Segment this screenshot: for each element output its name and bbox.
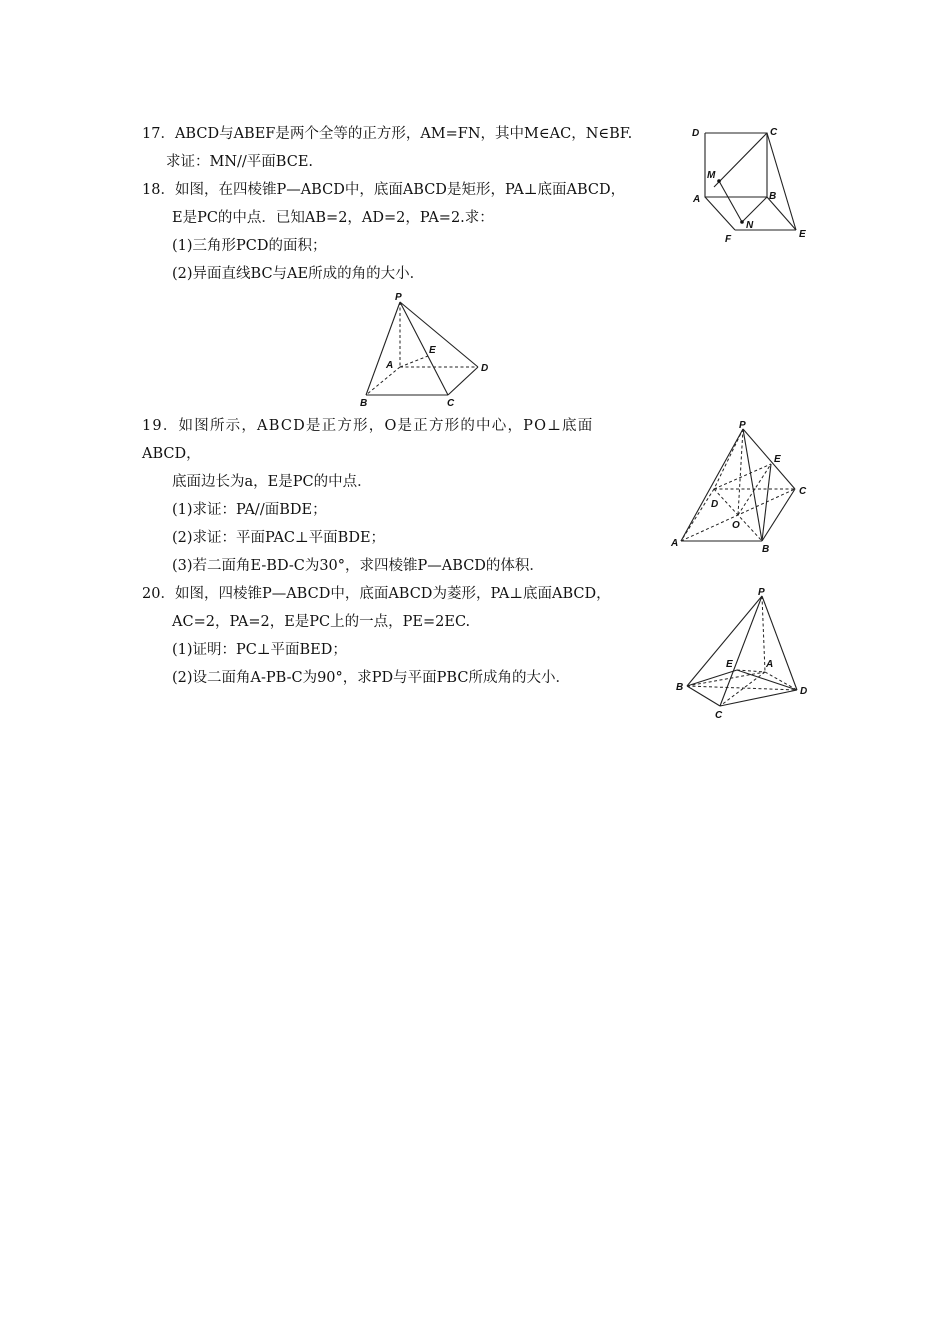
fig17-label-b: B — [769, 191, 777, 202]
fig17-label-a: A — [693, 194, 701, 205]
problem-17-line-1: 17．ABCD与ABEF是两个全等的正方形，AM=FN，其中M∈AC，N∈BF. — [142, 126, 633, 142]
problem-18-question-2: (2)异面直线BC与AE所成的角的大小． — [172, 266, 425, 282]
fig17-label-e: E — [799, 229, 806, 240]
problem-20-line-2: AC=2，PA=2，E是PC上的一点，PE=2EC. — [172, 614, 471, 630]
fig18-label-p: P — [395, 292, 402, 303]
fig20-label-b: B — [676, 682, 684, 693]
fig20-label-a: A — [766, 659, 774, 670]
fig18-label-b: B — [360, 398, 368, 409]
fig17-label-n: N — [746, 220, 754, 231]
problem-19-question-3: (3)若二面角E-BD-C为30°，求四棱锥P—ABCD的体积． — [172, 558, 544, 574]
fig20-label-p: P — [758, 587, 765, 598]
problem-19-line-1: 19．如图所示，ABCD是正方形，O是正方形的中心，PO⊥底面 — [142, 418, 594, 434]
fig19-label-b: B — [762, 544, 770, 555]
fig17-label-c: C — [770, 127, 778, 138]
fig20-label-d: D — [800, 686, 808, 697]
problem-19-line-2: 底面边长为a，E是PC的中点． — [172, 474, 372, 490]
fig17-label-f: F — [725, 234, 732, 245]
fig19-label-p: P — [739, 420, 746, 431]
fig18-label-a: A — [386, 360, 394, 371]
problem-18-line-2: E是PC的中点．已知AB=2，AD=2，PA=2.求： — [172, 210, 494, 226]
fig19-label-o: O — [732, 520, 740, 531]
problem-17-line-2: 求证：MN//平面BCE. — [166, 154, 314, 170]
problem-20-question-1: (1)证明：PC⊥平面BED； — [172, 642, 347, 658]
problem-20-line-1: 20．如图，四棱锥P—ABCD中，底面ABCD为菱形，PA⊥底面ABCD， — [142, 586, 611, 602]
fig17-label-d: D — [692, 128, 700, 139]
fig18-label-c: C — [447, 398, 455, 409]
fig19-label-d: D — [711, 499, 719, 510]
problem-20-question-2: (2)设二面角A-PB-C为90°，求PD与平面PBC所成角的大小． — [172, 670, 570, 686]
fig18-label-e: E — [429, 345, 436, 356]
figure-17-squares-diagram — [680, 120, 820, 250]
figure-19-pyramid-diagram — [665, 415, 820, 555]
fig18-label-d: D — [481, 363, 489, 374]
problem-19-question-1: (1)求证：PA//面BDE； — [172, 502, 327, 518]
problem-19-line-1b: ABCD， — [142, 446, 201, 462]
fig19-label-c: C — [799, 486, 807, 497]
fig20-label-e: E — [726, 659, 733, 670]
figure-20-pyramid-diagram — [670, 582, 820, 722]
fig19-label-a: A — [671, 538, 679, 549]
fig19-label-e: E — [774, 454, 781, 465]
fig17-label-m: M — [707, 170, 716, 181]
figure-18-pyramid-diagram — [360, 290, 510, 410]
problem-18-line-1: 18．如图，在四棱锥P—ABCD中，底面ABCD是矩形，PA⊥底面ABCD， — [142, 182, 626, 198]
problem-18-question-1: (1)三角形PCD的面积； — [172, 238, 327, 254]
problem-19-question-2: (2)求证：平面PAC⊥平面BDE； — [172, 530, 386, 546]
fig20-label-c: C — [715, 710, 723, 721]
